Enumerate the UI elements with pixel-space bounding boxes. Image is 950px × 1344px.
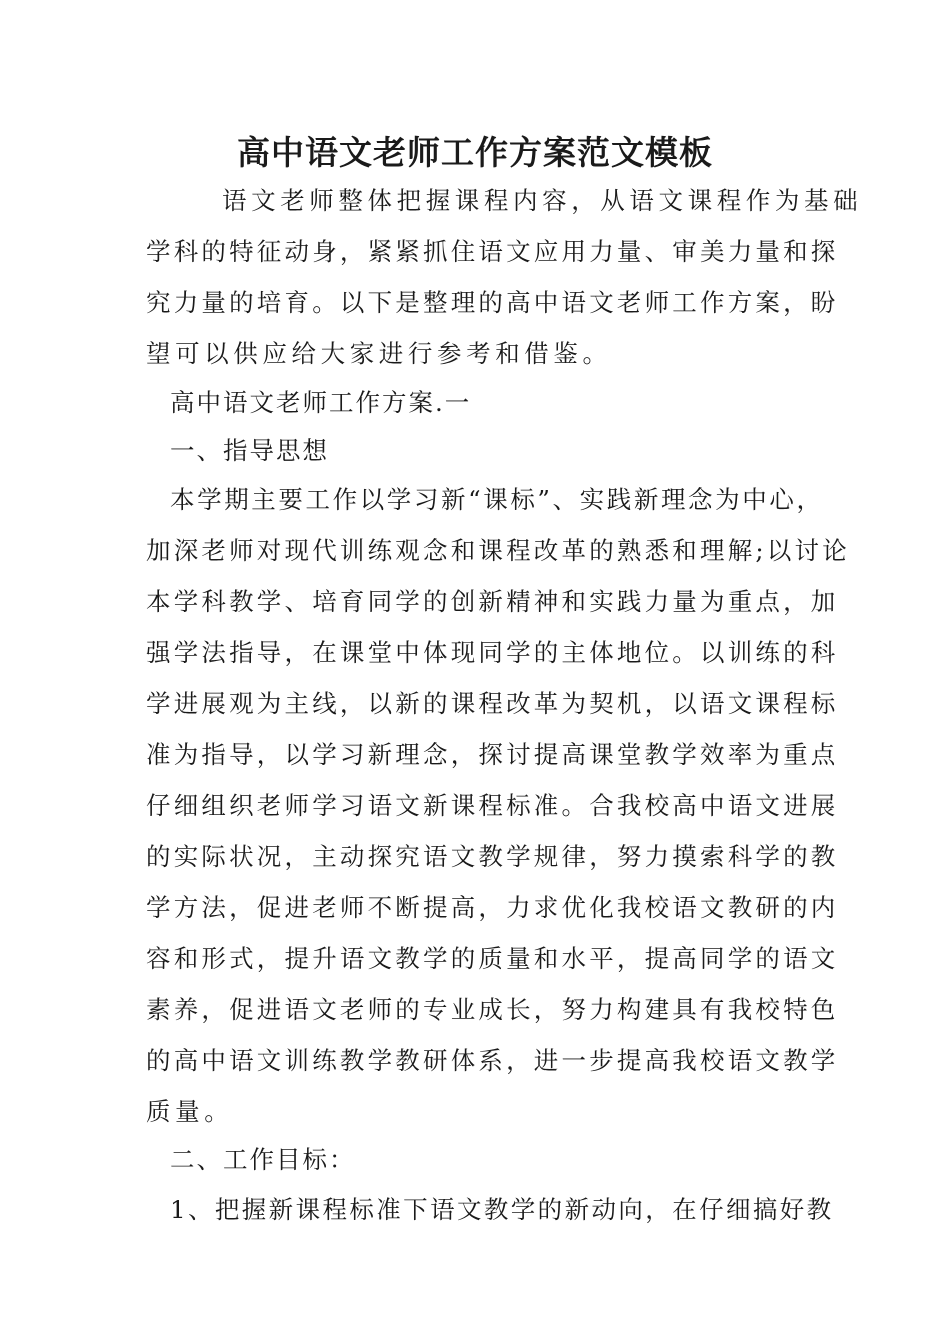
paragraph-line: 语文老师整体把握课程内容，从语文课程作为基础 xyxy=(222,186,863,215)
section-heading: 高中语文老师工作方案.一 xyxy=(170,388,472,417)
paragraph-line: 的实际状况，主动探究语文教学规律，努力摸索科学的教 xyxy=(146,842,839,871)
paragraph-line: 本学期主要工作以学习新“课标”、实践新理念为中心， xyxy=(170,485,824,514)
paragraph-line: 强学法指导，在课堂中体现同学的主体地位。以训练的科 xyxy=(146,638,839,667)
paragraph-line: 本学科教学、培育同学的创新精神和实践力量为重点，加 xyxy=(146,587,839,616)
section-heading: 二、工作目标： xyxy=(170,1145,356,1174)
paragraph-line: 素养，促进语文老师的专业成长，努力构建具有我校特色 xyxy=(146,995,839,1024)
paragraph-line: 加深老师对现代训练观念和课程改革的熟悉和理解;以讨论 xyxy=(146,536,850,565)
paragraph-line: 望可以供应给大家进行参考和借鉴。 xyxy=(146,339,612,368)
section-heading: 一、指导思想 xyxy=(170,436,329,465)
paragraph-line: 究力量的培育。以下是整理的高中语文老师工作方案，盼 xyxy=(146,288,839,317)
document-title: 高中语文老师工作方案范文模板 xyxy=(237,133,713,172)
paragraph-line: 质量。 xyxy=(146,1097,234,1126)
paragraph-line: 学方法，促进老师不断提高，力求优化我校语文教研的内 xyxy=(146,893,839,922)
paragraph-line: 容和形式，提升语文教学的质量和水平，提高同学的语文 xyxy=(146,944,839,973)
paragraph-line: 1、把握新课程标准下语文教学的新动向，在仔细搞好教 xyxy=(170,1195,834,1224)
paragraph-line: 学科的特征动身，紧紧抓住语文应用力量、审美力量和探 xyxy=(146,237,839,266)
paragraph-line: 的高中语文训练教学教研体系，进一步提高我校语文教学 xyxy=(146,1046,839,1075)
paragraph-line: 学进展观为主线，以新的课程改革为契机，以语文课程标 xyxy=(146,689,839,718)
paragraph-line: 准为指导，以学习新理念，探讨提高课堂教学效率为重点 xyxy=(146,740,839,769)
paragraph-line: 仔细组织老师学习语文新课程标准。合我校高中语文进展 xyxy=(146,791,839,820)
